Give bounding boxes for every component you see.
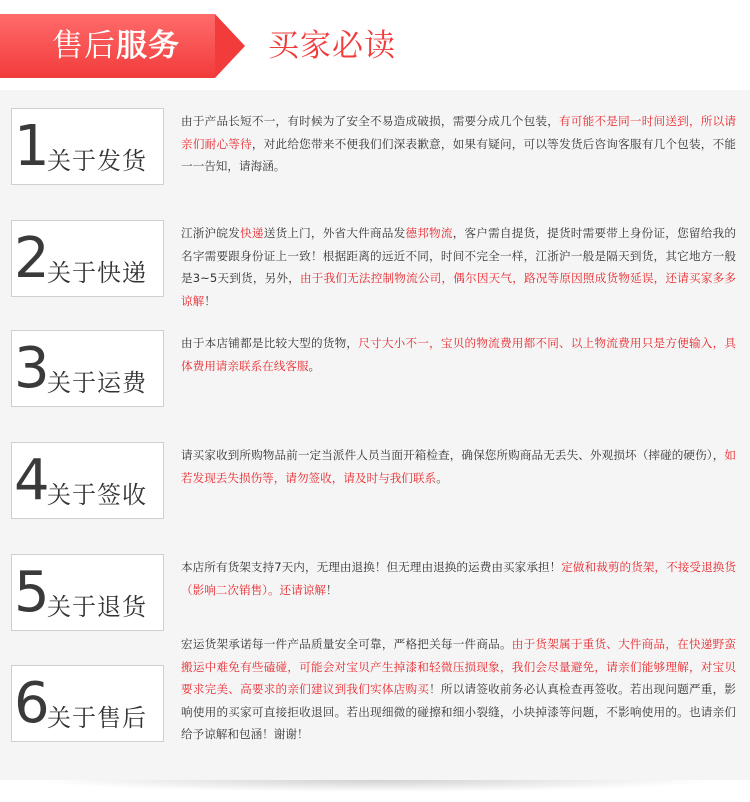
section-heading-box [11, 665, 164, 742]
section-heading-box [11, 220, 164, 297]
section-number: 5 [14, 560, 50, 625]
highlighted-text: 由于货架属于重货、大件商品，在快递野蛮搬运中难免有些磕碰，可能会对宝贝产生掉漆和轻微压损现象，我们会尽量避免，请亲们能够理解，对宝贝要求完美、高要求的亲们建议到我们实体店购买 [181, 637, 736, 696]
section-heading-box [11, 442, 164, 519]
highlighted-text: 有可能不是同一时间送到，所以请亲们耐心等待 [181, 114, 736, 151]
highlighted-text: 如若发现丢失损伤等，请勿签收，请及时与我们联系 [181, 448, 736, 485]
body-text: ！所以请签收前务必认真检查再签收。若出现问题严重，影响使用的买家可直接拒收退回。若出现细微的碰擦和细小裂缝，小块掉漆等问题，不影响使用的。也请亲们给予谅解和包涵！谢谢！ [181, 682, 736, 741]
body-text: 宏运货架承诺每一件产品质量安全可靠，严格把关每一件商品。 [181, 637, 512, 651]
section-text [181, 110, 736, 178]
header-title-bold: 服务 [116, 28, 180, 64]
header-title-light: 售后 [52, 28, 116, 64]
highlighted-text: 尺寸大小不一，宝贝的物流费用都不同、以上物流费用只是方便输入，具体费用请亲联系在线客服 [181, 336, 736, 373]
body-text: ！ [325, 582, 338, 597]
section-heading-box [11, 330, 164, 407]
body-text: 送货上门，外省大件商品发 [263, 226, 406, 240]
section-number: 4 [14, 448, 50, 513]
body-text: ！ [204, 293, 216, 308]
section-label: 关于运费 [47, 369, 147, 397]
section-number: 2 [14, 226, 50, 291]
body-text: 请买家收到所购物品前一定当派件人员当面开箱检查，确保您所购商品无丢失、外观损坏（摔碰的硬伤）， [181, 448, 725, 462]
body-text: 。 [436, 470, 448, 485]
body-text: 。 [308, 358, 321, 373]
body-text: 江浙沪皖发 [181, 226, 241, 240]
panel-shadow [30, 780, 720, 792]
body-text: ，客户需自提货，提货时需要带上身份证，您留给我的名字需要跟身份证上一致！根据距离的远近不同，时间不完全一样，江浙沪一般是隔天到货，其它地方一般是3~5天到货，另外， [181, 226, 736, 285]
notice-panel [0, 90, 750, 780]
section-text [181, 222, 736, 312]
section-label: 关于签收 [47, 481, 147, 509]
section-number: 6 [14, 671, 50, 736]
body-text: 本店所有货架支持7天内，无理由退换！但无理由退换的运费由买家承担！ [181, 560, 562, 574]
section-text [181, 556, 736, 601]
body-text: ，对此给您带来不便我们们深表歉意，如果有疑问，可以等发货后咨询客服有几个包装，不能一一告知，请海涵。 [181, 136, 736, 173]
section-text [181, 332, 736, 377]
section-number: 3 [14, 336, 50, 401]
body-text: 由于本店铺都是比较大型的货物， [181, 336, 359, 350]
header-subtitle: 买家必读 [268, 28, 396, 64]
section-heading-box [11, 108, 164, 185]
section-number: 1 [14, 114, 50, 179]
section-label: 关于发货 [47, 147, 147, 175]
highlighted-text: 德邦物流 [405, 226, 453, 240]
header-title [52, 28, 180, 64]
section-label: 关于售后 [47, 704, 147, 732]
highlighted-text: 快递 [240, 226, 264, 240]
body-text: 由于产品长短不一，有时候为了安全不易造成破损，需要分成几个包装， [181, 114, 560, 128]
highlighted-text: 定做和裁剪的货架，不接受退换货（影响二次销售）。还请谅解 [181, 560, 736, 597]
section-text [181, 444, 736, 489]
header-arrow-icon [215, 14, 245, 78]
section-heading-box [11, 554, 164, 631]
section-label: 关于快递 [47, 259, 147, 287]
section-text [181, 633, 736, 746]
header [0, 0, 750, 80]
highlighted-text: 由于我们无法控制物流公司，偶尔因天气，路况等原因照成货物延误，还请买家多多谅解 [181, 271, 736, 308]
section-label: 关于退货 [47, 593, 147, 621]
